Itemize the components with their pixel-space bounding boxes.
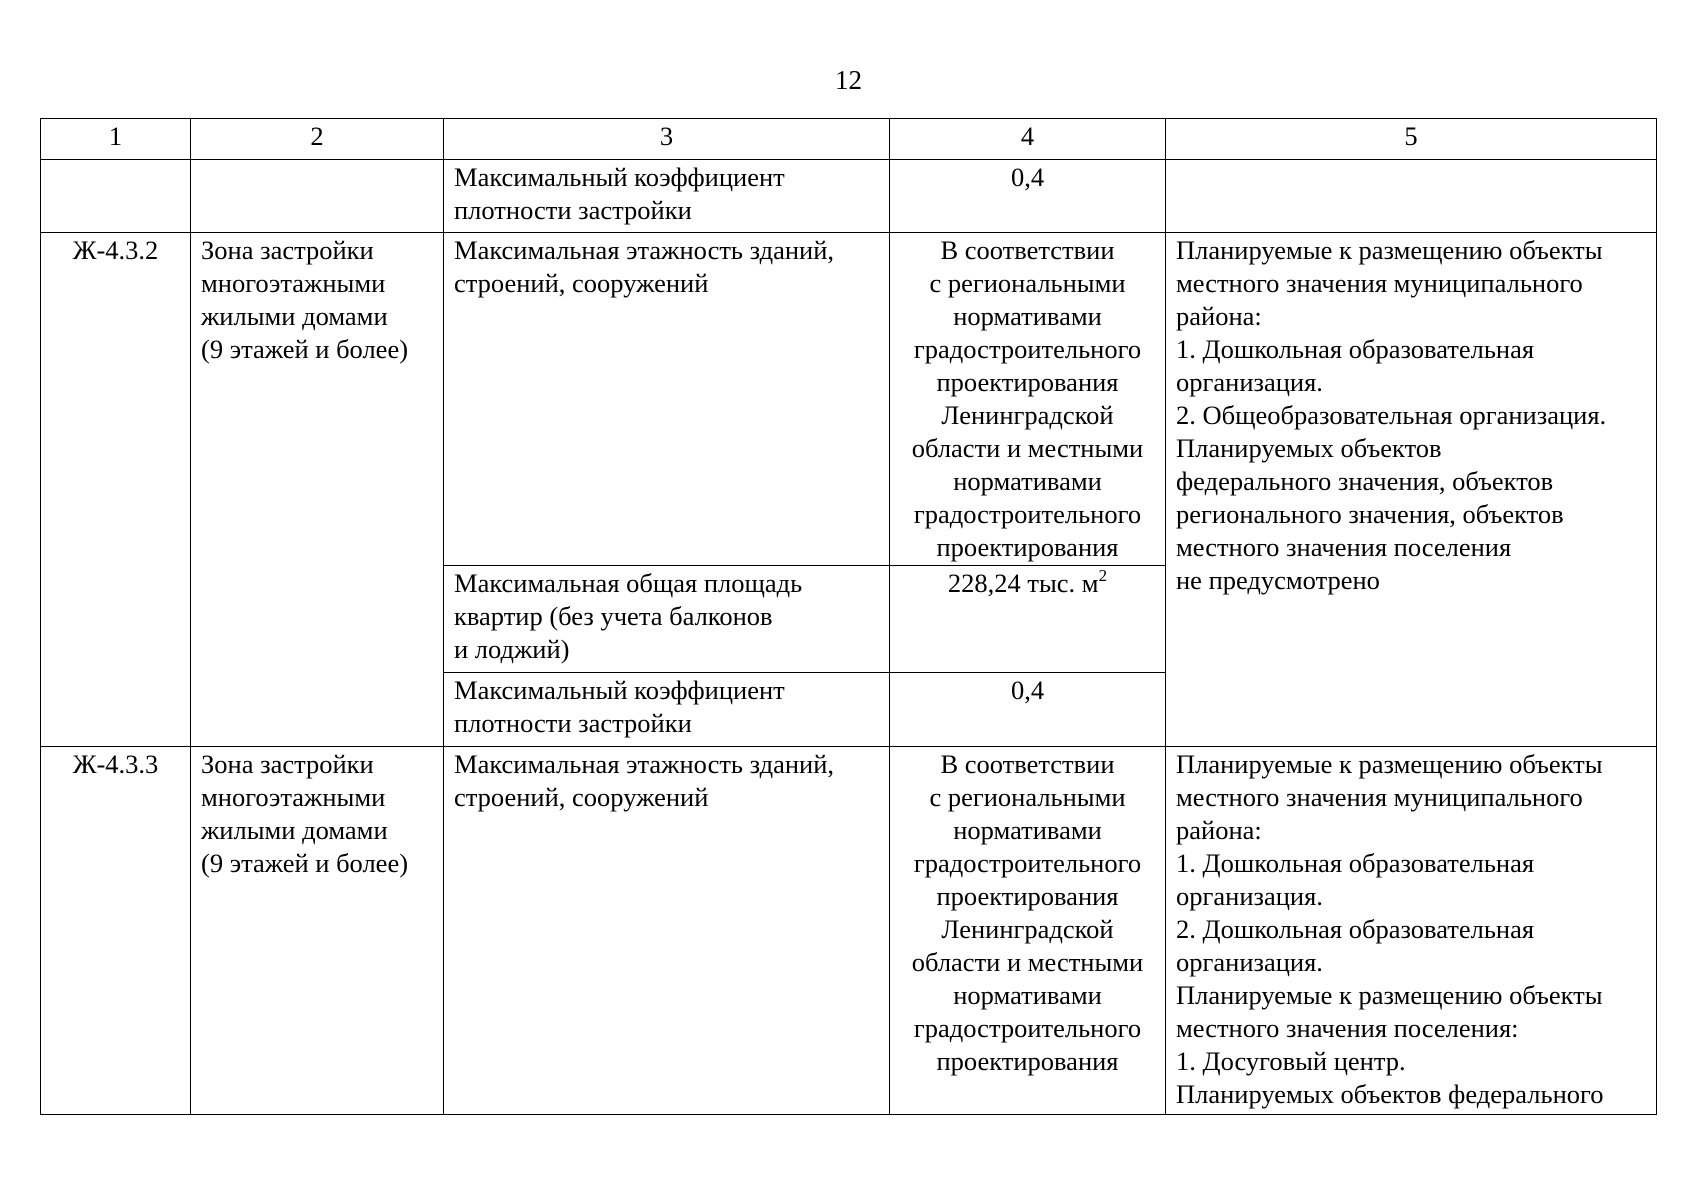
parameter-name: Максимальная общая площадь квартир (без учета балконов и лоджий) [444,566,890,673]
parameter-value: 0,4 [890,673,1166,747]
parameter-name: Максимальная этажность зданий, строений, сооружений [444,747,890,1115]
header-row [41,119,1657,160]
table-row [41,160,1657,233]
parameter-value: 0,4 [890,160,1166,233]
planned-objects: Планируемые к размещению объекты местного значения муниципального района: 1. Дошкольная образовательная организация. 2. Общеобразовательная организация. Планируемых объектов федерального значения, объектов регионального значения, объектов местного значения поселения не предусмотрено [1166,233,1657,747]
table-row [41,233,1657,566]
parameter-name: Максимальная этажность зданий, строений, сооружений [444,233,890,566]
header-col-3: 3 [444,119,890,160]
header-col-2: 2 [191,119,444,160]
planned-objects-cell [1166,160,1657,233]
zone-code: Ж-4.3.3 [41,747,191,1115]
header-col-4: 4 [890,119,1166,160]
parameter-value: В соответствии с региональными нормативами градостроительного проектирования Ленинградской области и местными нормативами градостроительного проектирования [890,233,1166,566]
zone-name: Зона застройки многоэтажными жилыми домами (9 этажей и более) [191,233,444,747]
area-value: 228,24 тыс. м [947,568,1099,598]
zoning-table [40,118,1657,1115]
planned-objects: Планируемые к размещению объекты местного значения муниципального района: 1. Дошкольная образовательная организация. 2. Дошкольная образовательная организация. Планируемые к размещению объекты местного значения поселения: 1. Досуговый центр. Планируемых объектов федерального [1166,747,1657,1115]
parameter-name: Максимальный коэффициент плотности застройки [444,673,890,747]
parameter-value [890,566,1166,673]
zone-code: Ж-4.3.2 [41,233,191,747]
header-col-1: 1 [41,119,191,160]
parameter-value: В соответствии с региональными нормативами градостроительного проектирования Ленинградской области и местными нормативами градостроительного проектирования [890,747,1166,1115]
zone-name: Зона застройки многоэтажными жилыми домами (9 этажей и более) [191,747,444,1115]
zone-name-cell [191,160,444,233]
zone-code-cell [41,160,191,233]
parameter-name: Максимальный коэффициент плотности застройки [444,160,890,233]
page-number: 12 [835,65,862,95]
header-col-5: 5 [1166,119,1657,160]
area-unit-superscript: 2 [1098,566,1108,585]
table-row [41,747,1657,1115]
